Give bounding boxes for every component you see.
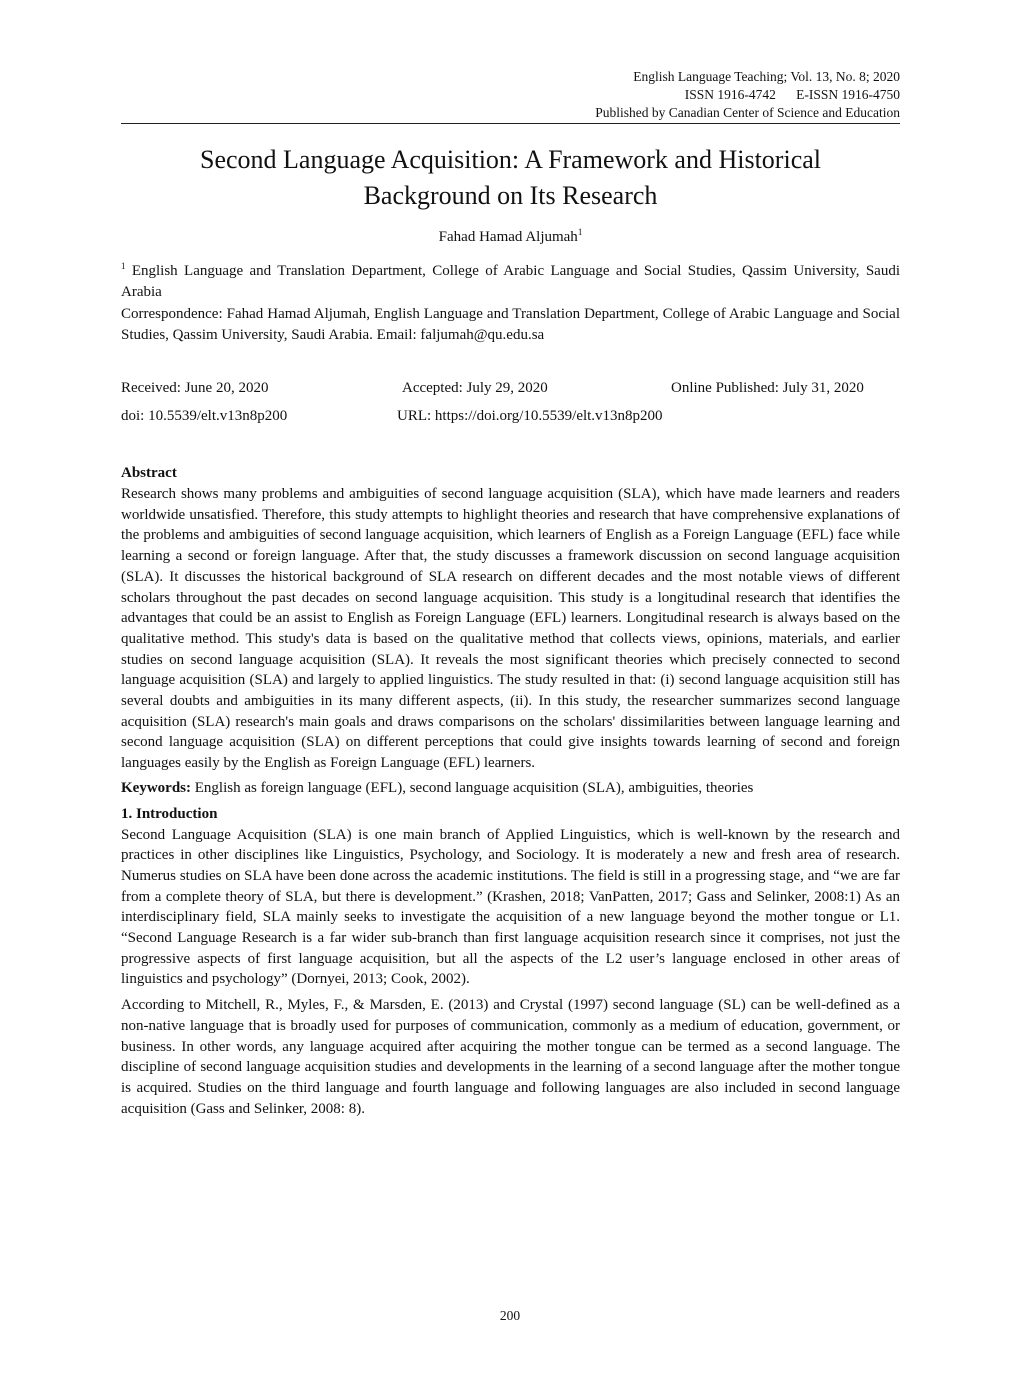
- publication-dates: [121, 380, 900, 402]
- online-published-date: Online Published: July 31, 2020: [671, 380, 864, 396]
- abstract-text: Research shows many problems and ambiguities of second language acquisition (SLA), which have made learners and readers worldwide unsatisfied. Therefore, this study attempts to highlight theories and research that have comprehensive explanations of the problems and ambiguities of second language acquisition, which learners of English as a Foreign Language (EFL) face while learning a second or foreign language. After that, the study discusses a framework discussion on second language acquisition (SLA). It discusses the historical background of SLA research on different decades and the most notable views of different scholars throughout the past decades on second language acquisition. This study is a longitudinal research that identifies the advantages that could be an assist to English as Foreign Language (EFL) learners. Longitudinal research is always based on the qualitative method. This study's data is based on the qualitative method that collects views, opinions, materials, and earlier studies on second language acquisition (SLA). It reveals the most significant theories which precisely connected to second language acquisition (SLA) and largely to applied linguistics. The study resulted in that: (i) second language acquisition still has several doubts and ambiguities in its many different aspects, (ii). In this study, the researcher summarizes second language acquisition (SLA) research's main goals and draws comparisons on the scholars' dissimilarities between language learning and second language acquisition (SLA) on different perceptions that could give insights towards learning of second and foreign languages easily by the English as Foreign Language (EFL) learners.: [121, 486, 900, 772]
- article-url[interactable]: URL: https://doi.org/10.5539/elt.v13n8p200: [397, 408, 663, 424]
- journal-issn: ISSN 1916-4742 E-ISSN 1916-4750: [684, 87, 900, 102]
- affiliation-text: English Language and Translation Department, College of Arabic Language and Social Studies, Qassim University, Saudi Arabia: [121, 263, 900, 300]
- page-number: 200: [499, 1308, 521, 1323]
- accepted-date: Accepted: July 29, 2020: [402, 380, 548, 396]
- article-identifiers: [121, 408, 900, 430]
- abstract-section: [121, 463, 900, 1119]
- received-date: Received: June 20, 2020: [121, 380, 269, 396]
- doi: doi: 10.5539/elt.v13n8p200: [121, 408, 288, 424]
- journal-header: [595, 68, 900, 122]
- keywords-text: English as foreign language (EFL), second language acquisition (SLA), ambiguities, theories: [191, 779, 754, 796]
- header-divider: [121, 123, 900, 124]
- article-title: [121, 142, 900, 214]
- affiliation: [121, 256, 900, 302]
- title-line-2: Background on Its Research: [363, 181, 658, 210]
- introduction-paragraph-1: Second Language Acquisition (SLA) is one main branch of Applied Linguistics, which is well-known by the research and practices in other disciplines like Linguistics, Psychology, and Sociology. It is moderately a new and fresh area of research. Numerus studies on SLA have been done across the academic institutions. The field is still in a progressing stage, and “we are far from a complete theory of SLA, but there is development.” (Krashen, 2018; VanPatten, 2017; Gass and Selinker, 2008:1) As an interdisciplinary field, SLA mainly seeks to investigate the acquisition of a new language beyond the mother tongue or L1. “Second Language Research is a far wider sub-branch than first language acquisition research since it comprises, not just the progressive aspects of first language acquisition, but all the aspects of the L2 user’s language enclosed in other areas of linguistics and psychology” (Dornyei, 2013; Cook, 2002).: [121, 826, 900, 988]
- journal-citation: English Language Teaching; Vol. 13, No. 8; 2020: [633, 69, 900, 84]
- introduction-paragraph-2: According to Mitchell, R., Myles, F., & Marsden, E. (2013) and Crystal (1997) second language (SL) can be well-defined as a non-native language that is broadly used for purposes of communication, commonly as a medium of education, government, or business. In other words, any language acquired after acquiring the mother tongue can be termed as a second language. The discipline of second language acquisition studies and developments in the learning of a second language after the mother tongue is acquired. Studies on the third language and fourth language and following languages are also included in second language acquisition (Gass and Selinker, 2008: 8).: [121, 997, 900, 1117]
- keywords-label: Keywords:: [121, 779, 191, 796]
- affiliation-superscript: 1: [121, 261, 126, 271]
- title-line-1: Second Language Acquisition: A Framework and Historical: [200, 145, 821, 174]
- author-name: Fahad Hamad Aljumah: [438, 229, 578, 245]
- correspondence: Correspondence: Fahad Hamad Aljumah, English Language and Translation Department, College of Arabic Language and Social Studies, Qassim University, Saudi Arabia. Email: faljumah@qu.edu.sa: [121, 306, 900, 343]
- journal-publisher: Published by Canadian Center of Science and Education: [595, 105, 900, 120]
- keywords: [121, 778, 900, 799]
- introduction-heading: 1. Introduction: [121, 805, 218, 822]
- author-superscript: 1: [577, 227, 583, 237]
- abstract-heading: Abstract: [121, 465, 177, 481]
- author-line: [121, 227, 900, 246]
